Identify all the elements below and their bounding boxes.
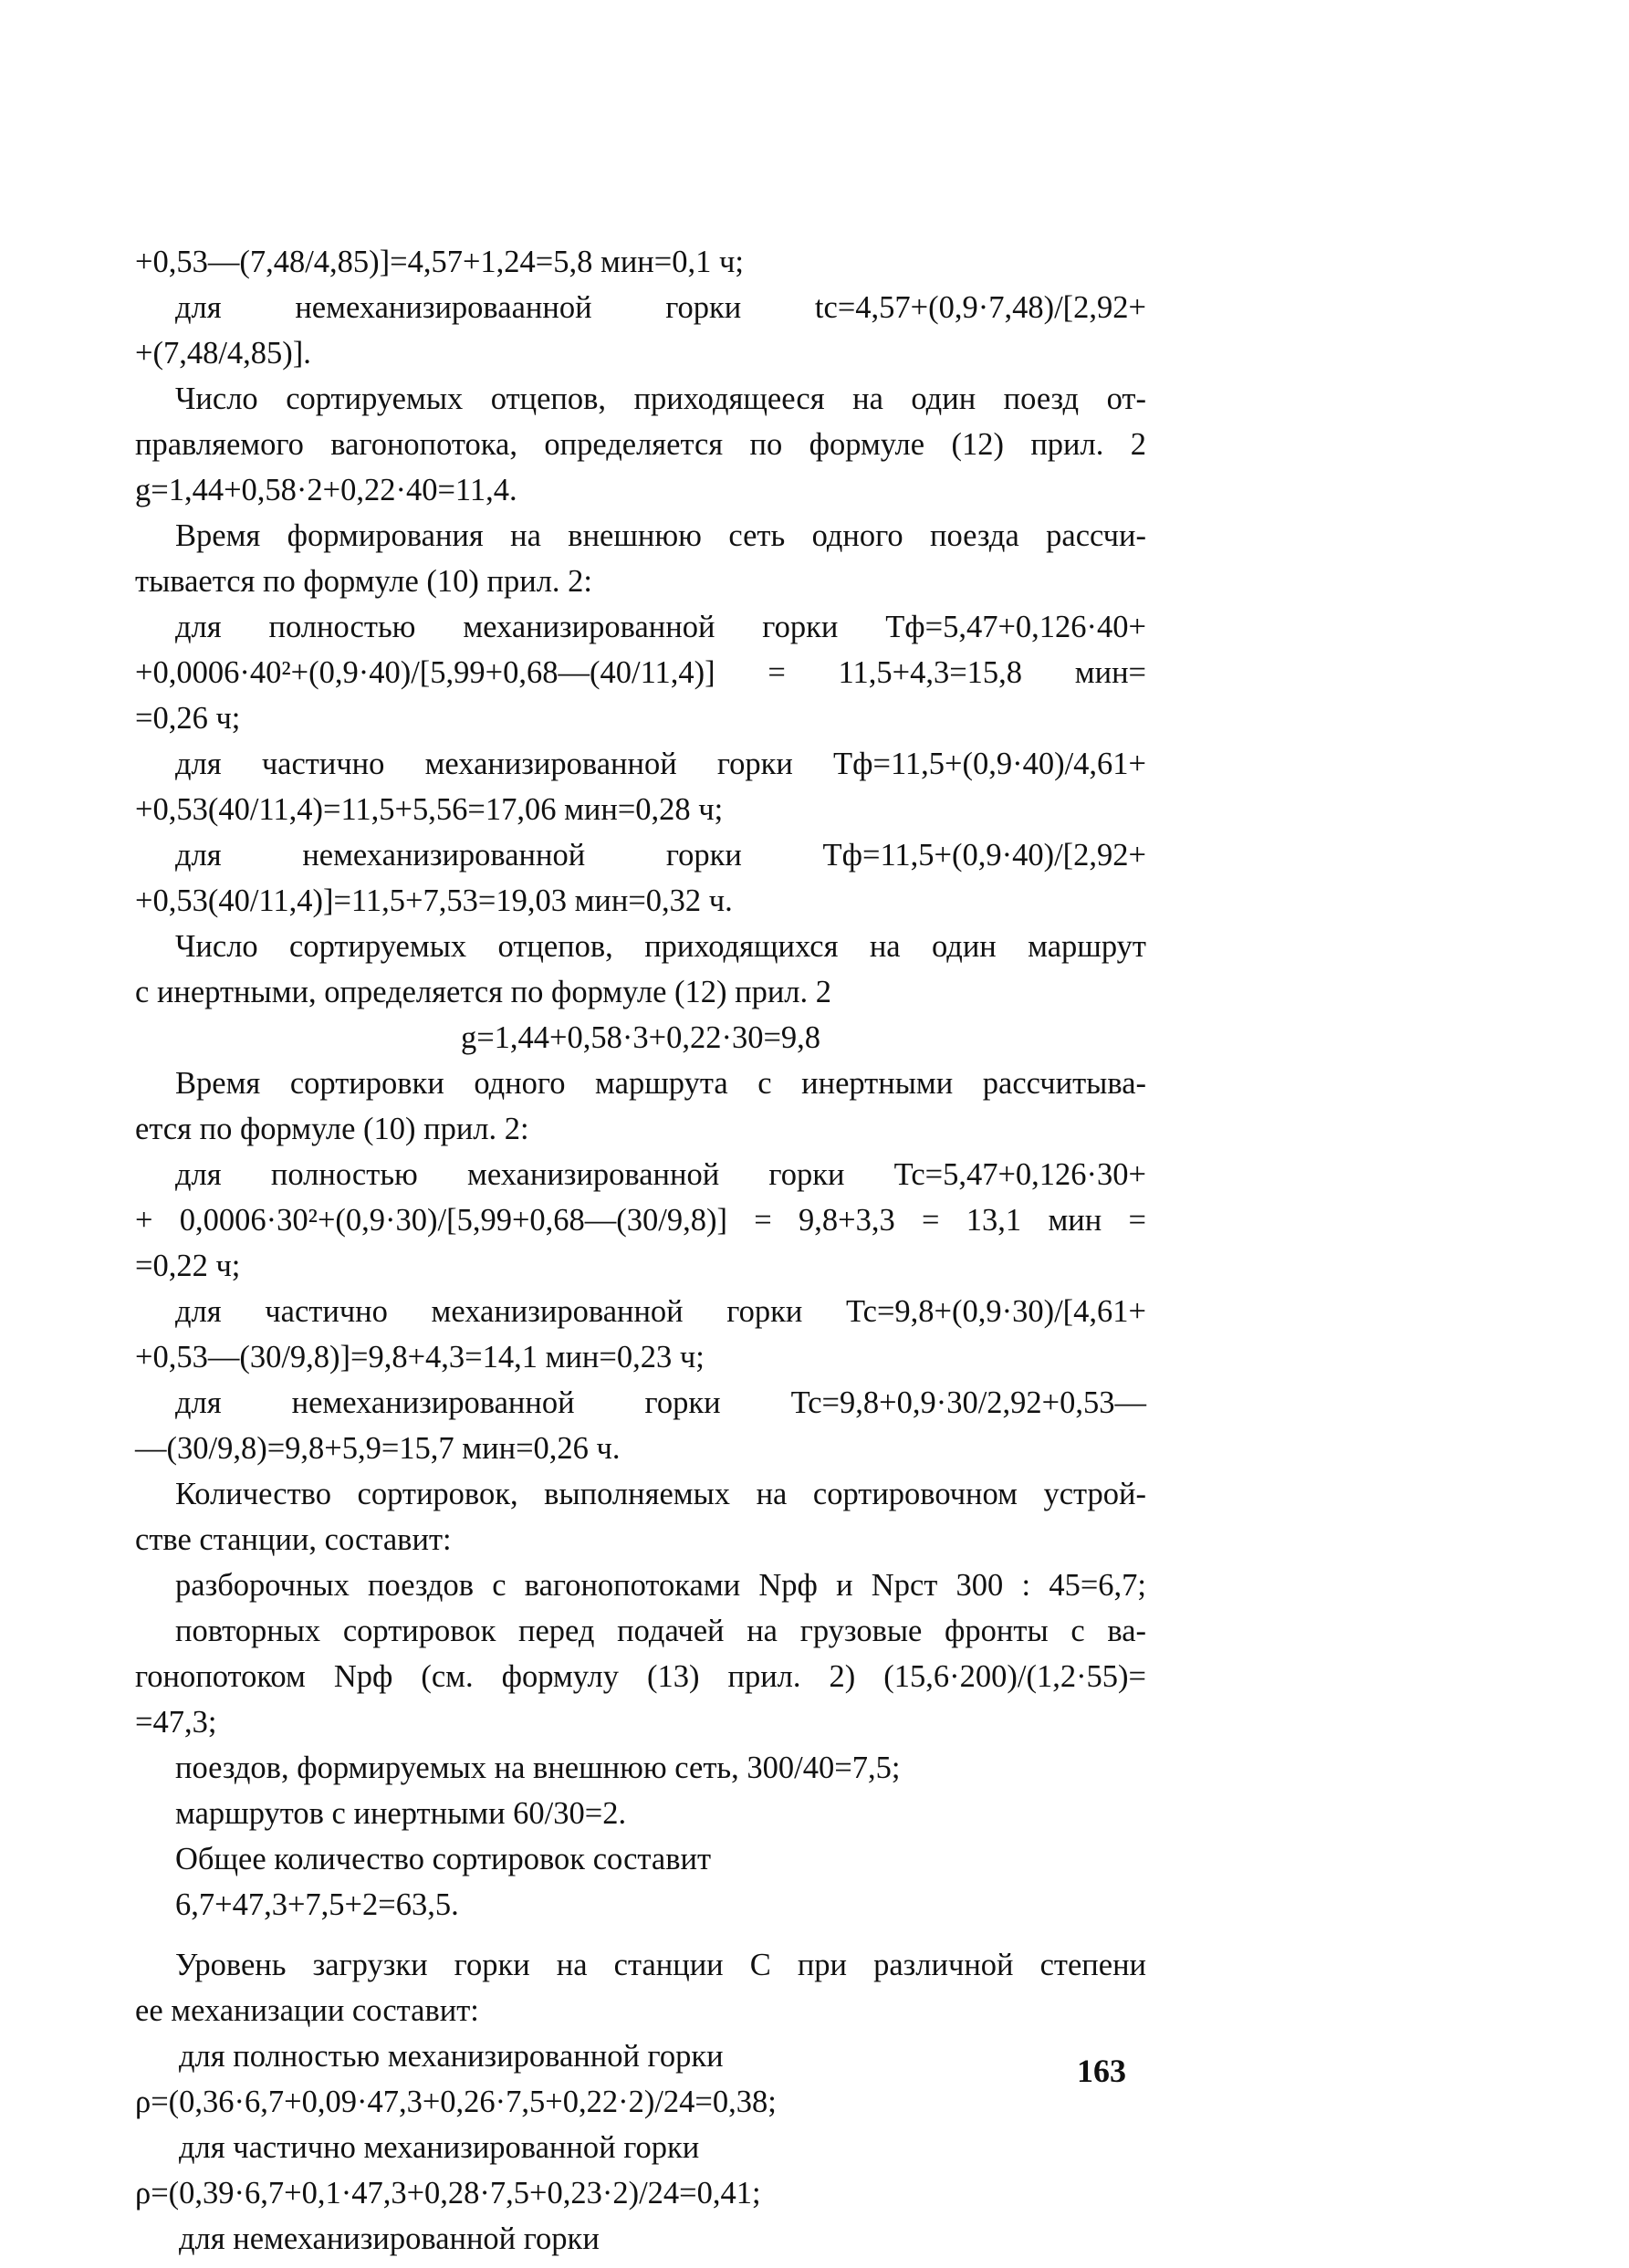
text-line: Время формирования на внешнюю сеть одного поезда рассчи- [175, 518, 1146, 553]
text-line: +0,53—(7,48/4,85)]=4,57+1,24=5,8 мин=0,1 ч; [135, 245, 744, 279]
text-line: +0,53—(30/9,8)]=9,8+4,3=14,1 мин=0,23 ч; [135, 1340, 705, 1374]
text-line: +0,53(40/11,4)=11,5+5,56=17,06 мин=0,28 ч; [135, 792, 724, 827]
text-line: g=1,44+0,58·2+0,22·40=11,4. [135, 473, 517, 507]
text-line: 6,7+47,3+7,5+2=63,5. [175, 1887, 459, 1922]
text-line: для немеханизированной горки Tc=9,8+0,9·30/2,92+0,53— [175, 1385, 1146, 1420]
text-line: =47,3; [135, 1705, 217, 1740]
formula-line: ρ=(0,39·6,7+0,1·47,3+0,28·7,5+0,23·2)/24=0,41; [135, 2176, 761, 2211]
text-line: для частично механизированной горки Tф=11,5+(0,9·40)/4,61+ [175, 747, 1146, 781]
text-line: Число сортируемых отцепов, приходящихся на один маршрут [175, 929, 1146, 964]
text-line: для полностью механизированной горки Tc=5,47+0,126·30+ [175, 1157, 1146, 1192]
text-line: для немеханизированной горки [179, 2221, 600, 2256]
text-line: Общее количество сортировок составит [175, 1842, 712, 1876]
text-line: для полностью механизированной горки Tф=5,47+0,126·40+ [175, 610, 1146, 644]
text-line: для немеханизироваанной горки tc=4,57+(0,9·7,48)/[2,92+ [175, 290, 1146, 325]
text-line: Количество сортировок, выполняемых на сортировочном устрой- [175, 1477, 1146, 1511]
text-line: повторных сортировок перед подачей на грузовые фронты с ва- [175, 1614, 1146, 1648]
text-line: Время сортировки одного маршрута с инертными рассчитыва- [175, 1066, 1146, 1101]
text-line: разборочных поездов с вагонопотоками Nрф и Nрст 300 : 45=6,7; [175, 1568, 1146, 1603]
text-line: поездов, формируемых на внешнюю сеть, 300/40=7,5; [175, 1751, 901, 1785]
text-line: + 0,0006·30²+(0,9·30)/[5,99+0,68—(30/9,8)] = 9,8+3,3 = 13,1 мин = [135, 1203, 1146, 1238]
text-line: для полностью механизированной горки [179, 2039, 724, 2074]
text-line: тывается по формуле (10) прил. 2: [135, 564, 592, 599]
text-line: Число сортируемых отцепов, приходящееся на один поезд от- [175, 381, 1146, 416]
text-line: —(30/9,8)=9,8+5,9=15,7 мин=0,26 ч. [135, 1431, 621, 1466]
text-line: =0,22 ч; [135, 1249, 241, 1283]
formula-line: ρ=(0,36·6,7+0,09·47,3+0,26·7,5+0,22·2)/24=0,38; [135, 2085, 777, 2119]
formula-line: g=1,44+0,58·3+0,22·30=9,8 [460, 1020, 821, 1055]
text-line: маршрутов с инертными 60/30=2. [175, 1796, 627, 1831]
text-line: =0,26 ч; [135, 701, 241, 736]
page-number: 163 [1077, 2053, 1126, 2089]
text-line: гонопотоком Nрф (см. формулу (13) прил. 2) (15,6·200)/(1,2·55)= [135, 1659, 1146, 1694]
text-line: +0,0006·40²+(0,9·40)/[5,99+0,68—(40/11,4)] = 11,5+4,3=15,8 мин= [135, 655, 1146, 690]
text-line: стве станции, составит: [135, 1522, 452, 1557]
text-line: ее механизации составит: [135, 1993, 479, 2028]
text-line: для немеханизированной горки Tф=11,5+(0,9·40)/[2,92+ [175, 838, 1146, 873]
text-line: ется по формуле (10) прил. 2: [135, 1112, 529, 1146]
text-line: для частично механизированной горки [179, 2130, 700, 2165]
body-text [135, 239, 1146, 2262]
text-line: Уровень загрузки горки на станции С при различной степени [175, 1948, 1146, 1982]
text-line: правляемого вагонопотока, определяется по формуле (12) прил. 2 [135, 427, 1146, 462]
text-line: +0,53(40/11,4)]=11,5+7,53=19,03 мин=0,32 ч. [135, 883, 733, 918]
text-line: +(7,48/4,85)]. [135, 336, 311, 371]
text-line: для частично механизированной горки Tc=9,8+(0,9·30)/[4,61+ [175, 1294, 1146, 1329]
text-line: с инертными, определяется по формуле (12) прил. 2 [135, 975, 832, 1009]
